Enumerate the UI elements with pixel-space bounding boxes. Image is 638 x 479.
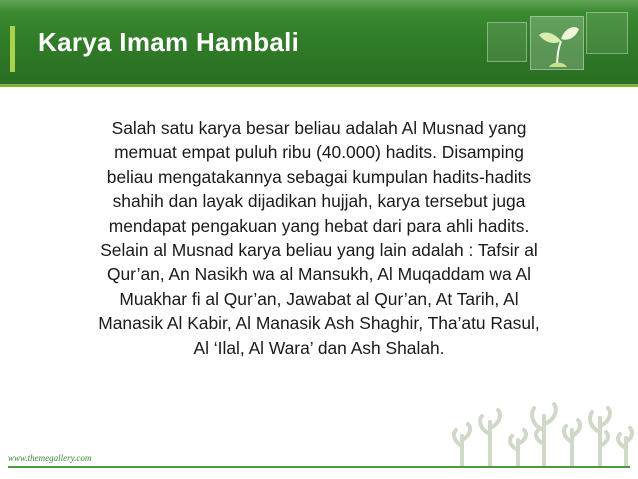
- sprout-icon: [530, 16, 584, 70]
- seedling-silhouettes-icon: [452, 400, 634, 466]
- slide-title: Karya Imam Hambali: [38, 27, 300, 57]
- paragraph-line: Manasik Al Kabir, Al Manasik Ash Shaghir, Tha’atu Rasul,: [98, 313, 540, 334]
- paragraph-line: Selain al Musnad karya beliau yang lain adalah : Tafsir al: [100, 240, 538, 261]
- title-accent-bar: [10, 26, 15, 72]
- paragraph-line: Al ‘Ilal, Al Wara’ dan Ash Shalah.: [193, 337, 445, 358]
- decorative-square: [586, 12, 628, 54]
- decorative-square: [487, 22, 527, 62]
- paragraph-line: memuat empat puluh ribu (40.000) hadits. Disamping: [114, 142, 524, 163]
- paragraph-line: beliau mengatakannya sebagai kumpulan hadits-hadits: [106, 166, 532, 187]
- slide-body-paragraph: [34, 116, 604, 360]
- paragraph-line: Muakhar fi al Qur’an, Jawabat al Qur’an, At Tarih, Al: [119, 288, 519, 309]
- paragraph-line: Salah satu karya besar beliau adalah Al Musnad yang: [111, 118, 527, 138]
- footer-url[interactable]: www.themegallery.com: [8, 453, 92, 463]
- paragraph-line: Qur’an, An Nasikh wa al Mansukh, Al Muqaddam wa Al: [106, 264, 532, 285]
- header-rule: [0, 84, 638, 87]
- title-header-band: [0, 0, 638, 84]
- paragraph-line: shahih dan layak dijadikan hujjah, karya tersebut juga: [112, 191, 526, 212]
- header-highlight: [0, 0, 638, 12]
- paragraph-line: mendapat pengakuan yang hebat dari para ahli hadits.: [108, 215, 530, 236]
- footer-line: [8, 466, 630, 468]
- sprout-graphic: [531, 17, 583, 69]
